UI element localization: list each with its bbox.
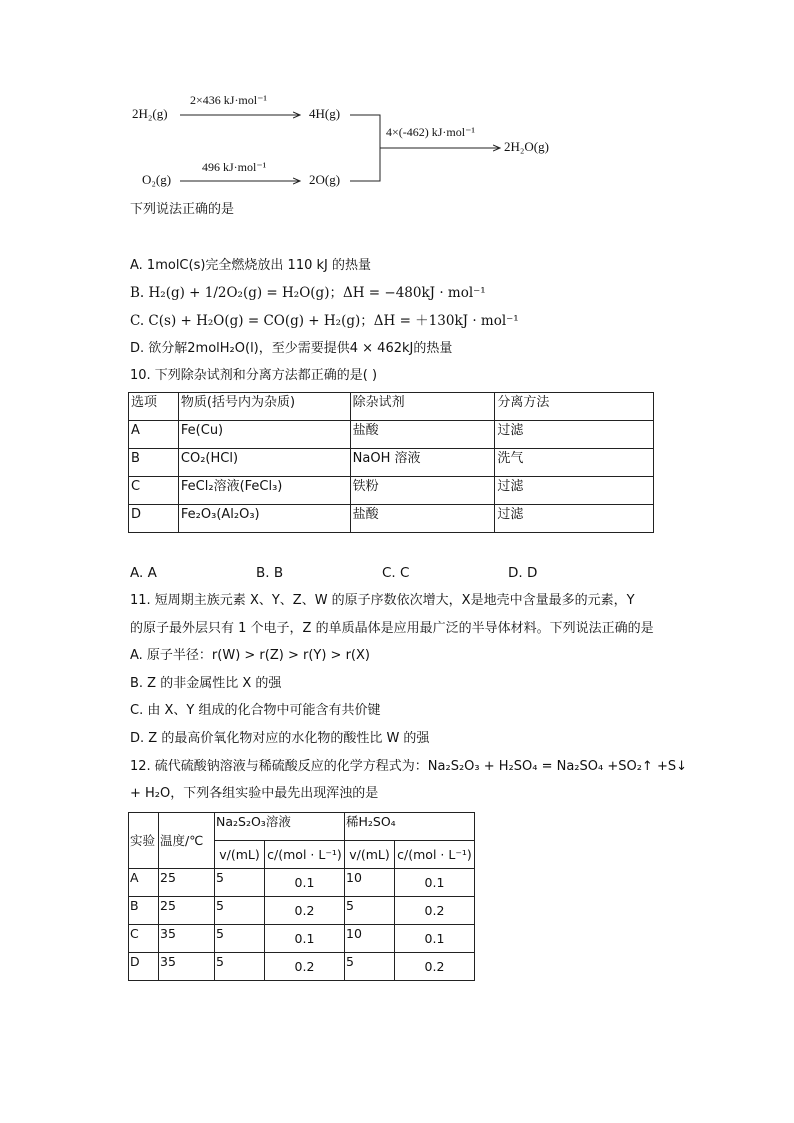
bracket [350,115,380,181]
table-cell: B [129,449,179,477]
q10-table [128,392,654,533]
q9-stem: 下列说法正确的是 [130,202,235,217]
table-cell: C [129,925,159,953]
q9-option-b: B. H₂(g) + 1/2O₂(g) = H₂O(g)；ΔH = −480kJ · mol⁻¹ [130,285,486,301]
table-header-row [129,813,475,841]
table-header-row [129,393,654,421]
table-cell: 0.2 [265,953,345,981]
table-cell: 盐酸 [350,421,495,449]
table-cell: 0.1 [395,925,475,953]
h2-energy: 2×436 kJ·mol⁻¹ [190,93,268,107]
table-row [129,421,654,449]
table-row [129,925,475,953]
q9-option-d: D. 欲分解2molH₂O(l)，至少需要提供4 × 462kJ的热量 [130,341,453,356]
table-cell: Fe₂O₃(Al₂O₃) [178,505,350,533]
header-concentration: c/(mol · L⁻¹) [265,841,345,869]
q11-option-d: D. Z 的最高价氧化物对应的水化物的酸性比 W 的强 [130,731,430,746]
table-cell: 铁粉 [350,477,495,505]
q11-stem-line1: 11. 短周期主族元素 X、Y、Z、W 的原子序数依次增大，X是地壳中含量最多的元素，Y [130,593,635,608]
header-cell: 选项 [129,393,179,421]
header-temperature: 温度/℃ [159,813,215,869]
table-cell: A [129,421,179,449]
table-cell: 10 [345,869,395,897]
reaction-diagram [128,92,568,192]
table-cell: 5 [215,925,265,953]
table-cell: 0.2 [395,953,475,981]
table-cell: FeCl₂溶液(FeCl₃) [178,477,350,505]
table-cell: 洗气 [495,449,654,477]
table-row [129,449,654,477]
table-cell: 过滤 [495,505,654,533]
table-cell: 盐酸 [350,505,495,533]
q11-option-c: C. 由 X、Y 组成的化合物中可能含有共价键 [130,703,381,718]
table-cell: 10 [345,925,395,953]
q9-option-c: C. C(s) + H₂O(g) = CO(g) + H₂(g)；ΔH = ＋130kJ · mol⁻¹ [130,313,519,329]
q10-option-c: C. C [382,565,410,581]
table-cell: A [129,869,159,897]
table-cell: 5 [345,897,395,925]
table-cell: 过滤 [495,477,654,505]
table-cell: 5 [345,953,395,981]
table-cell: 35 [159,925,215,953]
table-cell: 25 [159,869,215,897]
q9-option-a: A. 1molC(s)完全燃烧放出 110 kJ 的热量 [130,258,371,273]
product-label: 2H₂O(g) [504,139,549,154]
h-label: 4H(g) [309,106,341,121]
table-cell: NaOH 溶液 [350,449,495,477]
header-experiment: 实验 [129,813,159,869]
table-cell: 35 [159,953,215,981]
h2-label: 2H₂(g) [132,106,168,121]
header-cell: 除杂试剂 [350,393,495,421]
o2-energy: 496 kJ·mol⁻¹ [202,160,267,174]
o2-label: O₂(g) [142,172,172,187]
q11-option-b: B. Z 的非金属性比 X 的强 [130,676,282,691]
table-cell: B [129,897,159,925]
q10-option-a: A. A [130,565,157,581]
table-cell: 25 [159,897,215,925]
header-na2s2o3: Na₂S₂O₃溶液 [215,813,345,841]
header-volume: v/(mL) [345,841,395,869]
o-label: 2O(g) [309,172,341,187]
q11-stem-line2: 的原子最外层只有 1 个电子，Z 的单质晶体是应用最广泛的半导体材料。下列说法正确的是 [130,621,654,636]
table-cell: 0.2 [265,897,345,925]
table-cell: 0.1 [395,869,475,897]
table-cell: C [129,477,179,505]
q12-table [128,812,475,981]
header-volume: v/(mL) [215,841,265,869]
table-cell: 0.1 [265,869,345,897]
table-cell: Fe(Cu) [178,421,350,449]
table-row [129,897,475,925]
table-cell: 5 [215,869,265,897]
table-cell: 过滤 [495,421,654,449]
table-row [129,505,654,533]
header-cell: 物质(括号内为杂质) [178,393,350,421]
q10-stem: 10. 下列除杂试剂和分离方法都正确的是( ) [130,368,378,383]
combine-energy: 4×(-462) kJ·mol⁻¹ [386,125,476,139]
table-cell: D [129,505,179,533]
table-row [129,953,475,981]
table-row [129,869,475,897]
table-cell: 5 [215,897,265,925]
q10-option-d: D. D [508,565,538,581]
table-cell: 0.2 [395,897,475,925]
q11-option-a: A. 原子半径：r(W) > r(Z) > r(Y) > r(X) [130,648,370,663]
table-cell: 5 [215,953,265,981]
q12-stem-line1: 12. 硫代硫酸钠溶液与稀硫酸反应的化学方程式为：Na₂S₂O₃ + H₂SO₄ = Na₂SO₄ +SO₂↑ +S↓ [130,759,687,774]
header-h2so4: 稀H₂SO₄ [345,813,475,841]
table-cell: 0.1 [265,925,345,953]
table-cell: CO₂(HCl) [178,449,350,477]
q10-option-b: B. B [256,565,284,581]
header-concentration: c/(mol · L⁻¹) [395,841,475,869]
table-row [129,477,654,505]
header-cell: 分离方法 [495,393,654,421]
table-cell: D [129,953,159,981]
q12-stem-line2: + H₂O，下列各组实验中最先出现浑浊的是 [130,786,379,801]
